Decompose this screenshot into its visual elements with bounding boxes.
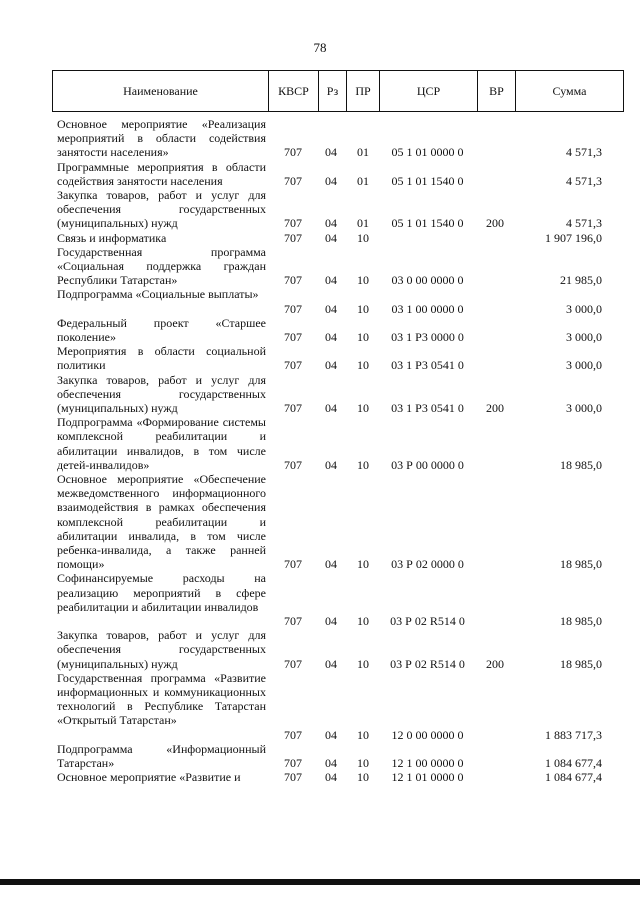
row-sum: 4 571,3 xyxy=(566,173,602,188)
row-csr: 03 1 P3 0541 0 xyxy=(391,358,464,373)
row-kvsr: 707 xyxy=(284,145,302,160)
row-pr: 10 xyxy=(357,358,369,373)
row-rz: 04 xyxy=(325,273,337,288)
row-kvsr: 707 xyxy=(284,358,302,373)
row-kvsr: 707 xyxy=(284,400,302,415)
row-kvsr: 707 xyxy=(284,557,302,572)
row-csr: 05 1 01 0000 0 xyxy=(391,145,464,160)
row-name: Подпрограмма «Социальные выплаты» xyxy=(57,287,259,302)
row-pr: 10 xyxy=(357,770,369,785)
row-name: Государственная программа «Развитие информационных и коммуникационных технологий в Республике Татарстан «Открытый Татарстан» xyxy=(57,670,266,728)
row-pr: 01 xyxy=(357,145,369,160)
row-kvsr: 707 xyxy=(284,173,302,188)
row-sum: 1 907 196,0 xyxy=(545,230,602,245)
row-kvsr: 707 xyxy=(284,755,302,770)
row-pr: 10 xyxy=(357,301,369,316)
row-sum: 18 985,0 xyxy=(560,613,602,628)
table-row xyxy=(0,571,640,628)
table-row xyxy=(0,770,640,784)
row-kvsr: 707 xyxy=(284,457,302,472)
table-row xyxy=(0,671,640,742)
table-row xyxy=(0,373,640,416)
row-pr: 10 xyxy=(357,457,369,472)
row-csr: 03 1 P3 0000 0 xyxy=(391,329,464,344)
row-name: Подпрограмма «Информационный Татарстан» xyxy=(57,741,266,770)
row-rz: 04 xyxy=(325,755,337,770)
row-kvsr: 707 xyxy=(284,216,302,231)
row-csr: 12 0 00 0000 0 xyxy=(391,727,464,742)
row-csr: 03 Р 02 0000 0 xyxy=(391,557,464,572)
row-sum: 1 084 677,4 xyxy=(545,770,602,785)
row-rz: 04 xyxy=(325,400,337,415)
row-sum: 1 883 717,3 xyxy=(545,727,602,742)
row-sum: 18 985,0 xyxy=(560,557,602,572)
row-rz: 04 xyxy=(325,613,337,628)
row-sum: 3 000,0 xyxy=(566,329,602,344)
row-name: Основное мероприятие «Обеспечение межведомственного информационного взаимодействия в рамках обеспечения комплексной реабилитации и абилитации инвалида, в том числе ребенка-инвалида, а также ранней помощи» xyxy=(57,471,266,572)
row-rz: 04 xyxy=(325,770,337,785)
header-vr: ВР xyxy=(478,71,516,111)
row-pr: 10 xyxy=(357,329,369,344)
row-name: Закупка товаров, работ и услуг для обеспечения государственных (муниципальных) нужд xyxy=(57,628,266,671)
row-rz: 04 xyxy=(325,216,337,231)
row-kvsr: 707 xyxy=(284,301,302,316)
table-row xyxy=(0,245,640,288)
table-row xyxy=(0,287,640,315)
row-csr: 03 Р 02 R514 0 xyxy=(390,656,465,671)
row-name: Основное мероприятие «Развитие и xyxy=(57,770,241,785)
row-csr: 03 Р 00 0000 0 xyxy=(391,457,464,472)
table-row xyxy=(0,742,640,770)
row-name: Софинансируемые расходы на реализацию мероприятий в сфере реабилитации и абилитации инвалидов xyxy=(57,571,266,614)
row-sum: 3 000,0 xyxy=(566,358,602,373)
table-row xyxy=(0,231,640,245)
row-name: Закупка товаров, работ и услуг для обеспечения государственных (муниципальных) нужд xyxy=(57,187,266,231)
row-pr: 10 xyxy=(357,727,369,742)
page-number: 78 xyxy=(313,40,327,55)
row-name: Связь и информатика xyxy=(57,230,167,245)
row-pr: 10 xyxy=(357,230,369,245)
row-rz: 04 xyxy=(325,145,337,160)
page-bottom-border xyxy=(0,879,640,885)
table-row xyxy=(0,472,640,571)
row-vr: 200 xyxy=(486,656,504,671)
row-sum: 3 000,0 xyxy=(566,400,602,415)
row-kvsr: 707 xyxy=(284,770,302,785)
header-name: Наименование xyxy=(53,71,269,111)
row-sum: 3 000,0 xyxy=(566,301,602,316)
table-row xyxy=(0,160,640,188)
row-kvsr: 707 xyxy=(284,727,302,742)
row-csr: 12 1 00 0000 0 xyxy=(391,755,464,770)
table-row xyxy=(0,344,640,372)
row-name: Государственная программа «Социальная поддержка граждан Республики Татарстан» xyxy=(57,244,266,288)
row-pr: 10 xyxy=(357,400,369,415)
row-rz: 04 xyxy=(325,727,337,742)
row-rz: 04 xyxy=(325,557,337,572)
row-pr: 10 xyxy=(357,613,369,628)
table-body xyxy=(0,117,640,784)
row-kvsr: 707 xyxy=(284,230,302,245)
row-pr: 01 xyxy=(357,173,369,188)
row-sum: 21 985,0 xyxy=(560,273,602,288)
table-row xyxy=(0,188,640,231)
row-vr: 200 xyxy=(486,400,504,415)
row-csr: 03 Р 02 R514 0 xyxy=(390,613,465,628)
header-pr: ПР xyxy=(347,71,380,111)
row-sum: 18 985,0 xyxy=(560,656,602,671)
row-name: Подпрограмма «Формирование системы комплексной реабилитации и абилитации инвалидов, в том числе детей-инвалидов» xyxy=(57,415,266,472)
row-sum: 4 571,3 xyxy=(566,145,602,160)
table-row xyxy=(0,415,640,472)
header-rz: Рз xyxy=(319,71,347,111)
row-rz: 04 xyxy=(325,358,337,373)
row-csr: 03 0 00 0000 0 xyxy=(391,273,464,288)
row-csr: 05 1 01 1540 0 xyxy=(391,173,464,188)
header-kvsr: КВСР xyxy=(269,71,319,111)
row-name: Закупка товаров, работ и услуг для обеспечения государственных (муниципальных) нужд xyxy=(57,372,266,415)
row-pr: 10 xyxy=(357,557,369,572)
row-name: Мероприятия в области социальной политики xyxy=(57,344,266,373)
row-rz: 04 xyxy=(325,457,337,472)
row-rz: 04 xyxy=(325,230,337,245)
row-csr: 03 1 P3 0541 0 xyxy=(391,400,464,415)
table-row xyxy=(0,628,640,671)
table-row xyxy=(0,316,640,344)
table-row xyxy=(0,117,640,160)
row-kvsr: 707 xyxy=(284,329,302,344)
row-csr: 03 1 00 0000 0 xyxy=(391,301,464,316)
row-vr: 200 xyxy=(486,216,504,231)
row-sum: 18 985,0 xyxy=(560,457,602,472)
row-kvsr: 707 xyxy=(284,656,302,671)
row-pr: 10 xyxy=(357,755,369,770)
row-name: Программные мероприятия в области содействия занятости населения xyxy=(57,159,266,188)
row-pr: 10 xyxy=(357,656,369,671)
row-rz: 04 xyxy=(325,329,337,344)
row-kvsr: 707 xyxy=(284,273,302,288)
row-kvsr: 707 xyxy=(284,613,302,628)
row-name: Федеральный проект «Старшее поколение» xyxy=(57,315,266,344)
row-name: Основное мероприятие «Реализация мероприятий в области содействия занятости населения» xyxy=(57,117,266,160)
header-sum: Сумма xyxy=(552,84,587,98)
row-sum: 4 571,3 xyxy=(566,216,602,231)
row-pr: 10 xyxy=(357,273,369,288)
row-rz: 04 xyxy=(325,301,337,316)
table-header xyxy=(52,70,624,112)
row-csr: 12 1 01 0000 0 xyxy=(391,770,464,785)
header-csr: ЦСР xyxy=(380,71,478,111)
row-rz: 04 xyxy=(325,173,337,188)
row-rz: 04 xyxy=(325,656,337,671)
row-pr: 01 xyxy=(357,216,369,231)
row-sum: 1 084 677,4 xyxy=(545,755,602,770)
row-csr: 05 1 01 1540 0 xyxy=(391,216,464,231)
